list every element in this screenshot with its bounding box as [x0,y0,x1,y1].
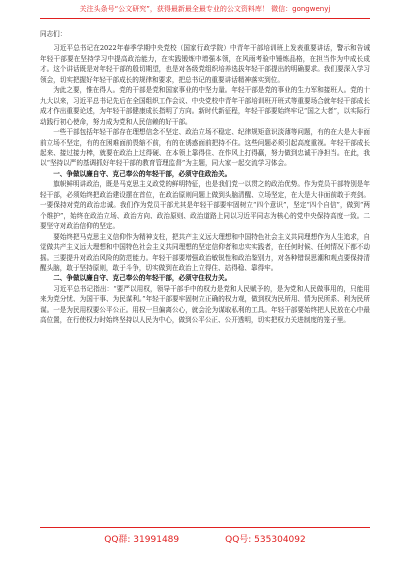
section-heading: 一、争做以廉自守、克己奉公的年轻干部，必须守住政治关。 [53,169,232,178]
header-divider [40,18,370,19]
qq-number-text: QQ号: 535304092 [225,535,306,545]
paragraph: 旗帜鲜明讲政治，既是马克思主义政党的鲜明特征，也是我们党一以贯之的政治优势。作为党员干部特别是年轻干部，必须始终把政治建设摆在首位，在政治原则问题上做到头脑清醒、立场坚定，在大是大非面前敢于亮剑。一要保持对党的政治忠诚。我们作为党员干部尤其是年轻干部要牢固树立“四个意识”，坚定“四个自信”，做到“两个维护”，始终在政治立场、政治方向、政治原则、政治道路上同以习近平同志为核心的党中央保持高度一致。二要坚守对政治信仰的坚定。 [40,180,370,231]
qq-group-text: QQ群: 31991489 [104,535,180,545]
footer-divider [40,527,370,528]
paragraph: 为此之要，惟在得人。党的干部是党和国家事业的中坚力量。年轻干部是党的事业的生力军和接班人。党的十九大以来，习近平总书记先后在全国组织工作会议、中央党校中青年干部培训班开班式等重要场合就年轻干部成长成才作出重要论述，为年轻干部健康成长指明了方向。新时代新征程，年轻干部要始终牢记“国之大者”，以实际行动践行初心使命，努力成为党和人民信赖的好干部。 [40,86,370,126]
paragraph: 要始终把马克思主义信仰作为精神支柱，把共产主义远大理想和中国特色社会主义共同理想作为人生追求，自觉做共产主义远大理想和中国特色社会主义共同理想的坚定信仰者和忠实实践者，在任何时候、任何情况下都不动摇。三要提升对政治风险的防范能力。年轻干部要增强政治敏锐性和政治鉴别力，对各种错误思潮和观点要保持清醒头脑，敢于坚持原则，敢于斗争，切实做到在政治上立得住、站得稳、靠得牢。 [40,232,370,272]
paragraph: 习近平总书记在2022年春季学期中央党校（国家行政学院）中青年干部培训班上发表重要讲话，警示和告诫年轻干部要在坚持学习中提高政治能力，在实践锻炼中增强本领，在风雨考验中锤炼品格，在担当作为中成长成才。这个讲话既是对年轻干部的殷切期望，也是对各级党组织培养选拔年轻干部提出的明确要求。我们要深入学习领会，切实把握好年轻干部成长的规律和要求，把总书记的重要讲话精神落实到位。 [40,44,370,84]
paragraph: 习近平总书记指出：“要严以用权，领导干部手中的权力是党和人民赋予的，是为党和人民做事用的，只能用来为党分忧、为国干事、为民谋利。”年轻干部要牢固树立正确的权力观，做到权为民所用、情为民所系、利为民所谋。一是为民用权要公平公正。用权一旦偏离公心，就会沦为谋取私利的工具。年轻干部要始终把人民放在心中最高位置，在行使权力时始终坚持以人民为中心，做到公平公正、公开透明，切实把权力关进制度的笼子里。 [40,284,370,325]
section-heading: 二、争做以廉自守、克己奉公的年轻干部，必须守住权力关。 [53,274,232,283]
paragraph: 一些干部包括年轻干部存在理想信念不坚定、政治立场不稳定、纪律规矩意识淡薄等问题，有的在大是大非面前立场不坚定，有的在困难面前畏缩不前，有的在诱惑面前把持不住。这些问题必须引起高度重视。年轻干部成长起来、接过接力棒，就要在政治上过得硬、在本领上靠得住、在作风上打得赢，努力做到忠诚干净担当。在此，我以“坚持以严的基调抓好年轻干部的教育管理监督”为主题，同大家一起交流学习体会。 [40,128,370,168]
document-body [40,23,370,523]
salutation: 同志们： [40,30,67,38]
header-banner: 关注头条号“公文研究”，获得最新最全最专业的公文资料库！ 微信：gongwenyj [79,5,331,13]
footer-contact [40,534,370,546]
